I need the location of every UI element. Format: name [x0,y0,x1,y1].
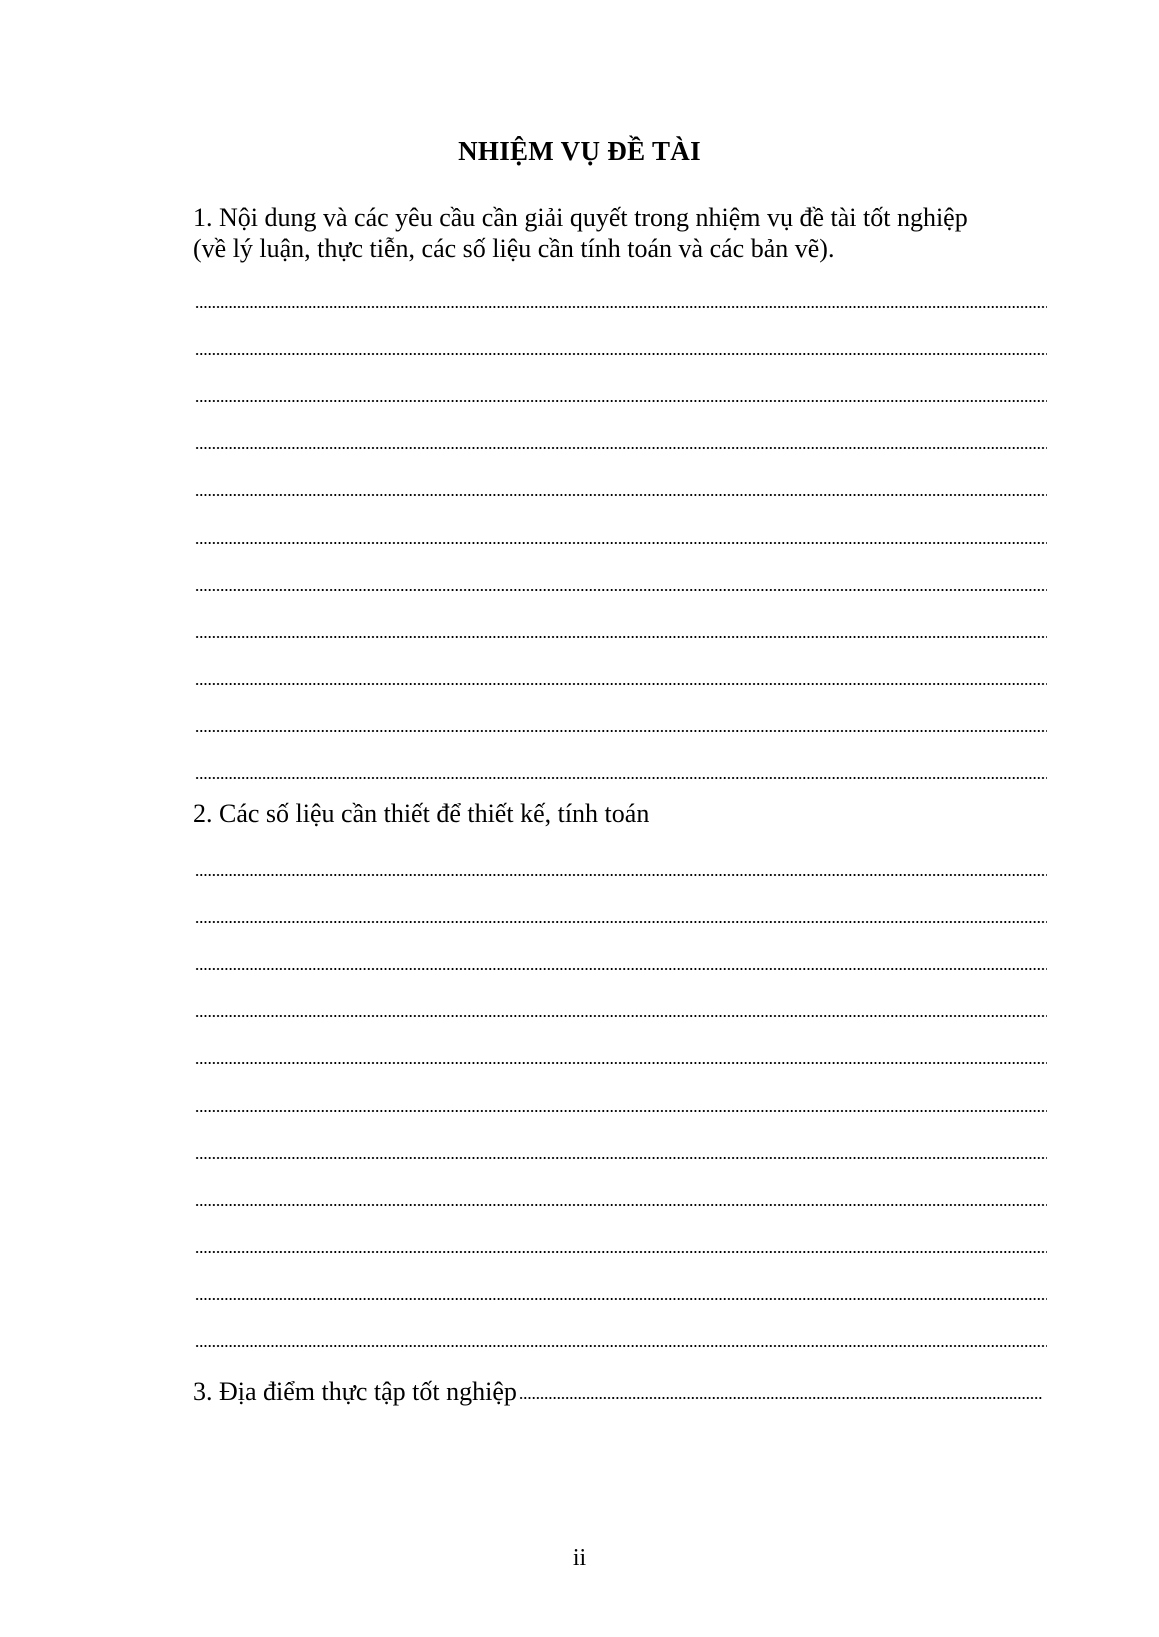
section-1-heading-line-1: 1. Nội dung và các yêu cầu cần giải quyết trong nhiệm vụ đề tài tốt nghiệp [193,203,968,232]
fill-line[interactable] [195,682,1047,686]
fill-line[interactable] [195,352,1047,356]
fill-line[interactable] [195,1109,1047,1113]
fill-line[interactable] [195,1061,1047,1065]
fill-line[interactable] [195,493,1047,497]
fill-line[interactable] [195,920,1047,924]
fill-line[interactable] [195,1156,1047,1160]
fill-line[interactable] [195,588,1047,592]
fill-line[interactable] [195,729,1047,733]
fill-line[interactable] [195,305,1047,309]
fill-line[interactable] [195,399,1047,403]
page-number: ii [572,1545,587,1571]
section-2-heading: 2. Các số liệu cần thiết để thiết kế, tính toán [193,799,650,828]
page-title: NHIỆM VỤ ĐỀ TÀI [458,136,701,166]
fill-line[interactable] [195,635,1047,639]
section-3-fill-line[interactable] [519,1396,1043,1400]
fill-line[interactable] [195,1297,1047,1301]
fill-line[interactable] [195,541,1047,545]
fill-line[interactable] [195,1203,1047,1207]
fill-line[interactable] [195,1344,1047,1348]
fill-line[interactable] [195,967,1047,971]
section-1-heading-line-2: (về lý luận, thực tiễn, các số liệu cần tính toán và các bản vẽ). [193,234,835,263]
fill-line[interactable] [195,1250,1047,1254]
section-3-label: 3. Địa điểm thực tập tốt nghiệp [193,1377,517,1406]
fill-line[interactable] [195,776,1047,780]
fill-line[interactable] [195,1014,1047,1018]
section-3-row [193,1376,1043,1408]
fill-line[interactable] [195,873,1047,877]
fill-line[interactable] [195,446,1047,450]
